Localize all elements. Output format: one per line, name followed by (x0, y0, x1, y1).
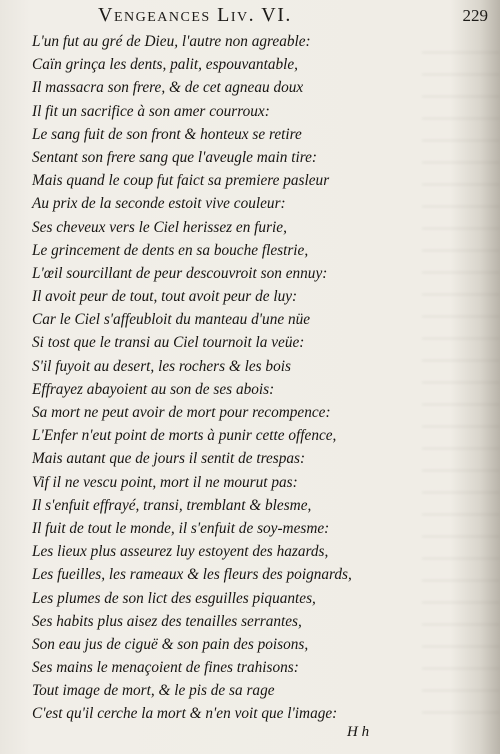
verse-line: Ses mains le menaçoient de fines trahisons: (32, 659, 299, 677)
verse-block (32, 30, 412, 726)
verse-line: C'est qu'il cerche la mort & n'en voit que l'image: (32, 705, 338, 723)
catchword: H h (347, 724, 370, 740)
verse-line: Ses habits plus aisez des tenailles serrantes, (32, 612, 302, 630)
verse-line: Son eau jus de ciguë & son pain des poisons, (32, 635, 309, 653)
verse-line: Vif il ne vescu point, mort il ne mourut pas: (32, 473, 298, 491)
verse-line: L'œil sourcillant de peur descouvroit son ennuy: (32, 264, 328, 282)
verse-line: Au prix de la seconde estoit vive couleur: (32, 195, 286, 213)
verse-line: Il s'enfuit effrayé, transi, tremblant & blesme, (32, 496, 312, 514)
verse-line: Mais quand le coup fut faict sa premiere pasleur (32, 172, 330, 190)
verse-line: Les lieux plus asseurez luy estoyent des hazards, (32, 543, 329, 561)
verse-line: Sa mort ne peut avoir de mort pour recompence: (32, 404, 331, 421)
verse-line: Caïn grinça les dents, palit, espouvantable, (32, 56, 299, 74)
page-header (98, 4, 488, 28)
verse-line: Il fit un sacrifice à son amer courroux: (32, 102, 270, 120)
verse-line: Il massacra son frere, & de cet agneau doux (32, 79, 304, 97)
verse-line: Sentant son frere sang que l'aveugle main tire: (32, 148, 317, 166)
verse-line: Le sang fuit de son front & honteux se retire (32, 125, 302, 143)
verse-line: Tout image de mort, & le pis de sa rage (32, 682, 275, 700)
verse-line: Les fueilles, les rameaux & les fleurs des poignards, (32, 566, 352, 584)
verse-line: L'un fut au gré de Dieu, l'autre non agreable: (32, 33, 311, 50)
verse-line: Si tost que le transi au Ciel tournoit la veüe: (32, 334, 305, 352)
verse-line: Il avoit peur de tout, tout avoit peur de luy: (32, 288, 298, 306)
verse-line: L'Enfer n'eut point de morts à punir cette offence, (32, 427, 337, 445)
verse-line: Le grincement de dents en sa bouche flestrie, (32, 241, 309, 259)
page-number: 229 (462, 6, 488, 25)
verse-line: Mais autant que de jours il sentit de trespas: (32, 450, 306, 468)
verse-line: Ses cheveux vers le Ciel herissez en furie, (32, 218, 287, 236)
verse-line: Il fuit de tout le monde, il s'enfuit de soy-mesme: (32, 519, 330, 537)
verse-line: Effrayez abayoient au son de ses abois: (32, 380, 275, 398)
verse-line: Car le Ciel s'affeubloit du manteau d'une nüe (32, 311, 311, 329)
running-title: Vengeances Liv. VI. (98, 4, 292, 26)
verse-line: S'il fuyoit au desert, les rochers & les bois (32, 357, 291, 375)
show-through-text (422, 40, 500, 720)
verse-line: Les plumes de son lict des esguilles piquantes, (32, 589, 316, 607)
